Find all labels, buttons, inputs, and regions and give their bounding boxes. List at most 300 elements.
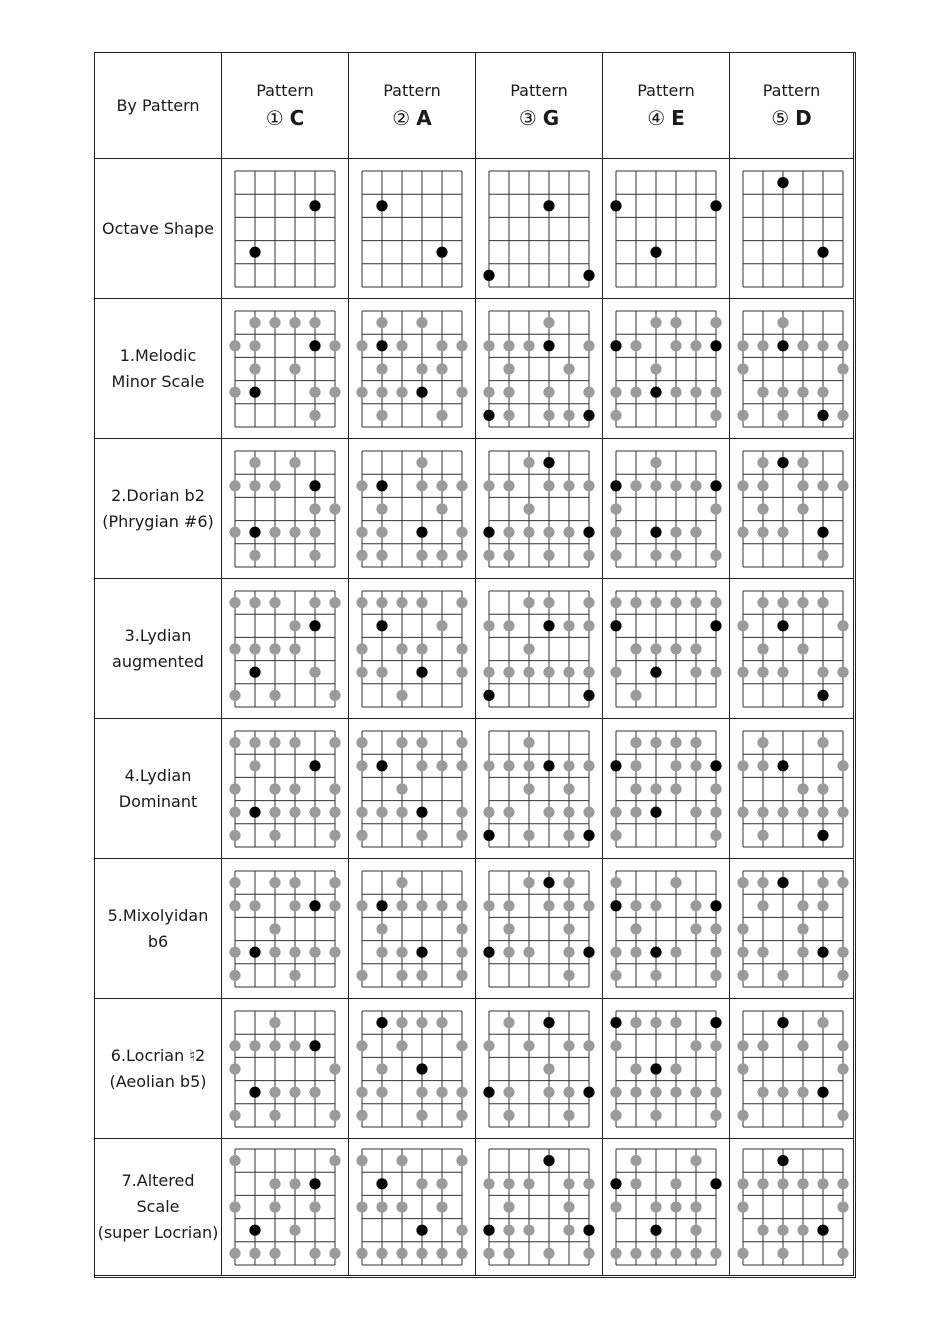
scale-note-dot xyxy=(690,1248,701,1259)
scale-note-dot xyxy=(563,946,574,957)
scale-note-dot xyxy=(269,1086,280,1097)
scale-note-dot xyxy=(289,457,300,468)
scale-note-dot xyxy=(737,877,748,888)
row-label: 3.Lydian augmented xyxy=(112,625,204,671)
diagram-cell xyxy=(476,159,603,299)
scale-note-dot xyxy=(396,900,407,911)
scale-note-dot xyxy=(229,783,240,794)
scale-note-dot xyxy=(797,457,808,468)
diagram-cell xyxy=(730,159,854,299)
scale-note-dot xyxy=(356,1040,367,1051)
scale-note-dot xyxy=(329,503,340,514)
scale-note-dot xyxy=(523,946,534,957)
root-note-dot xyxy=(777,1017,788,1028)
scale-note-dot xyxy=(757,340,768,351)
scale-note-dot xyxy=(356,340,367,351)
scale-note-dot xyxy=(797,1040,808,1051)
scale-note-dot xyxy=(503,1178,514,1189)
scale-note-dot xyxy=(837,666,848,677)
scale-note-dot xyxy=(543,1063,554,1074)
pattern-header-3 xyxy=(476,53,603,159)
scale-note-dot xyxy=(503,1248,514,1259)
scale-note-dot xyxy=(483,480,494,491)
root-note-dot xyxy=(376,200,387,211)
scale-note-dot xyxy=(229,1155,240,1166)
root-note-dot xyxy=(650,946,661,957)
root-note-dot xyxy=(777,177,788,188)
scale-note-dot xyxy=(416,1017,427,1028)
scale-note-dot xyxy=(289,900,300,911)
scale-note-dot xyxy=(356,597,367,608)
fretboard-diagram xyxy=(222,859,348,999)
scale-note-dot xyxy=(269,480,280,491)
scale-note-dot xyxy=(376,503,387,514)
scale-note-dot xyxy=(269,1248,280,1259)
diagram-cell xyxy=(476,999,603,1139)
fretboard-diagram xyxy=(730,999,853,1139)
pattern-key: C xyxy=(289,106,305,131)
scale-note-dot xyxy=(329,1155,340,1166)
pattern-header-2 xyxy=(349,53,476,159)
scale-note-dot xyxy=(456,666,467,677)
root-note-dot xyxy=(249,1225,260,1236)
fretboard-diagram xyxy=(603,719,729,859)
scale-note-dot xyxy=(456,1109,467,1120)
root-note-dot xyxy=(249,526,260,537)
scale-note-dot xyxy=(737,666,748,677)
scale-note-dot xyxy=(737,620,748,631)
scale-note-dot xyxy=(690,737,701,748)
scale-note-dot xyxy=(503,409,514,420)
scale-note-dot xyxy=(837,946,848,957)
scale-note-dot xyxy=(610,877,621,888)
diagram-cell xyxy=(603,999,730,1139)
diagram-cell xyxy=(222,1139,349,1276)
scale-note-dot xyxy=(563,783,574,794)
scale-note-dot xyxy=(543,480,554,491)
scale-note-dot xyxy=(376,386,387,397)
scale-note-dot xyxy=(690,1225,701,1236)
scale-note-dot xyxy=(757,457,768,468)
scale-note-dot xyxy=(690,900,701,911)
corner-header xyxy=(95,53,222,159)
scale-note-dot xyxy=(563,666,574,677)
scale-note-dot xyxy=(777,666,788,677)
scale-note-dot xyxy=(837,1040,848,1051)
pattern-word: Pattern xyxy=(637,80,695,100)
scale-note-dot xyxy=(710,597,721,608)
root-note-dot xyxy=(309,340,320,351)
scale-note-dot xyxy=(583,549,594,560)
scale-note-dot xyxy=(329,783,340,794)
scale-note-dot xyxy=(456,1040,467,1051)
scale-note-dot xyxy=(837,806,848,817)
scale-note-dot xyxy=(610,1040,621,1051)
scale-note-dot xyxy=(710,409,721,420)
scale-note-dot xyxy=(416,1086,427,1097)
scale-note-dot xyxy=(436,549,447,560)
scale-note-dot xyxy=(757,829,768,840)
scale-note-dot xyxy=(817,666,828,677)
scale-note-dot xyxy=(630,689,641,700)
scale-note-dot xyxy=(523,526,534,537)
root-note-dot xyxy=(416,1063,427,1074)
scale-note-dot xyxy=(396,1155,407,1166)
scale-note-dot xyxy=(563,1086,574,1097)
root-note-dot xyxy=(777,340,788,351)
scale-note-dot xyxy=(797,643,808,654)
scale-note-dot xyxy=(650,737,661,748)
scale-note-dot xyxy=(416,760,427,771)
fretboard-diagram xyxy=(730,299,853,439)
scale-note-dot xyxy=(670,386,681,397)
diagram-cell xyxy=(476,299,603,439)
scale-note-dot xyxy=(817,386,828,397)
root-note-dot xyxy=(610,900,621,911)
scale-note-dot xyxy=(630,783,641,794)
scale-note-dot xyxy=(757,1225,768,1236)
scale-note-dot xyxy=(563,1040,574,1051)
root-note-dot xyxy=(249,666,260,677)
scale-note-dot xyxy=(229,597,240,608)
scale-note-dot xyxy=(650,1248,661,1259)
scale-note-dot xyxy=(563,620,574,631)
scale-note-dot xyxy=(523,877,534,888)
scale-note-dot xyxy=(777,409,788,420)
scale-note-dot xyxy=(670,1248,681,1259)
scale-note-dot xyxy=(777,1086,788,1097)
scale-note-dot xyxy=(837,1248,848,1259)
scale-note-dot xyxy=(483,386,494,397)
scale-note-dot xyxy=(737,1178,748,1189)
scale-note-dot xyxy=(543,386,554,397)
scale-note-dot xyxy=(523,1225,534,1236)
scale-note-dot xyxy=(837,877,848,888)
scale-note-dot xyxy=(456,1155,467,1166)
scale-note-dot xyxy=(376,317,387,328)
scale-note-dot xyxy=(309,1201,320,1212)
scale-note-dot xyxy=(797,386,808,397)
scale-note-dot xyxy=(710,1109,721,1120)
scale-note-dot xyxy=(436,363,447,374)
scale-note-dot xyxy=(229,900,240,911)
scale-pattern-table xyxy=(94,52,856,1278)
root-note-dot xyxy=(376,480,387,491)
scale-note-dot xyxy=(563,480,574,491)
fretboard-diagram xyxy=(603,859,729,999)
scale-note-dot xyxy=(650,1086,661,1097)
scale-note-dot xyxy=(229,1201,240,1212)
root-note-dot xyxy=(483,1086,494,1097)
scale-note-dot xyxy=(610,666,621,677)
scale-note-dot xyxy=(817,340,828,351)
scale-note-dot xyxy=(650,1201,661,1212)
scale-note-dot xyxy=(563,1201,574,1212)
scale-note-dot xyxy=(229,526,240,537)
scale-note-dot xyxy=(757,643,768,654)
scale-note-dot xyxy=(797,597,808,608)
scale-note-dot xyxy=(777,806,788,817)
row-label-cell xyxy=(95,859,222,999)
scale-note-dot xyxy=(436,1201,447,1212)
scale-note-dot xyxy=(837,1063,848,1074)
scale-note-dot xyxy=(289,783,300,794)
scale-note-dot xyxy=(456,1086,467,1097)
scale-note-dot xyxy=(289,643,300,654)
scale-note-dot xyxy=(610,1109,621,1120)
scale-note-dot xyxy=(329,900,340,911)
scale-note-dot xyxy=(583,1040,594,1051)
scale-note-dot xyxy=(289,969,300,980)
scale-note-dot xyxy=(376,549,387,560)
scale-note-dot xyxy=(229,689,240,700)
scale-note-dot xyxy=(456,480,467,491)
scale-note-dot xyxy=(630,643,641,654)
scale-note-dot xyxy=(737,1040,748,1051)
scale-note-dot xyxy=(269,806,280,817)
scale-note-dot xyxy=(309,386,320,397)
scale-note-dot xyxy=(456,969,467,980)
scale-note-dot xyxy=(229,877,240,888)
scale-note-dot xyxy=(610,806,621,817)
scale-note-dot xyxy=(436,1248,447,1259)
fretboard-diagram xyxy=(349,439,475,579)
scale-note-dot xyxy=(376,923,387,934)
scale-note-dot xyxy=(229,643,240,654)
diagram-cell xyxy=(222,299,349,439)
root-note-dot xyxy=(436,246,447,257)
scale-note-dot xyxy=(483,666,494,677)
scale-note-dot xyxy=(817,549,828,560)
scale-note-dot xyxy=(376,1086,387,1097)
pattern-number: ① xyxy=(265,106,284,131)
scale-note-dot xyxy=(777,1178,788,1189)
scale-note-dot xyxy=(670,946,681,957)
scale-note-dot xyxy=(249,317,260,328)
scale-note-dot xyxy=(797,783,808,794)
scale-note-dot xyxy=(376,409,387,420)
root-note-dot xyxy=(309,900,320,911)
scale-note-dot xyxy=(483,806,494,817)
scale-note-dot xyxy=(710,1040,721,1051)
root-note-dot xyxy=(710,340,721,351)
root-note-dot xyxy=(650,1063,661,1074)
root-note-dot xyxy=(583,689,594,700)
pattern-header-1 xyxy=(222,53,349,159)
scale-note-dot xyxy=(710,806,721,817)
scale-note-dot xyxy=(523,1040,534,1051)
scale-note-dot xyxy=(563,806,574,817)
scale-note-dot xyxy=(416,457,427,468)
scale-note-dot xyxy=(329,689,340,700)
scale-note-dot xyxy=(757,806,768,817)
scale-note-dot xyxy=(376,1201,387,1212)
scale-note-dot xyxy=(436,340,447,351)
scale-note-dot xyxy=(670,597,681,608)
scale-note-dot xyxy=(523,760,534,771)
scale-note-dot xyxy=(710,969,721,980)
scale-note-dot xyxy=(436,409,447,420)
scale-note-dot xyxy=(650,597,661,608)
diagram-cell xyxy=(349,299,476,439)
fretboard-diagram xyxy=(730,719,853,859)
fretboard-diagram xyxy=(222,999,348,1139)
scale-note-dot xyxy=(543,317,554,328)
scale-note-dot xyxy=(229,1063,240,1074)
root-note-dot xyxy=(376,340,387,351)
root-note-dot xyxy=(610,480,621,491)
scale-note-dot xyxy=(737,363,748,374)
scale-note-dot xyxy=(309,1248,320,1259)
scale-note-dot xyxy=(757,666,768,677)
scale-note-dot xyxy=(630,806,641,817)
scale-note-dot xyxy=(630,946,641,957)
scale-note-dot xyxy=(630,1248,641,1259)
scale-note-dot xyxy=(416,969,427,980)
scale-note-dot xyxy=(396,946,407,957)
scale-note-dot xyxy=(456,597,467,608)
row-label-cell xyxy=(95,579,222,719)
root-note-dot xyxy=(583,946,594,957)
scale-note-dot xyxy=(416,549,427,560)
scale-note-dot xyxy=(690,1086,701,1097)
scale-note-dot xyxy=(650,1109,661,1120)
scale-note-dot xyxy=(610,1201,621,1212)
scale-note-dot xyxy=(583,900,594,911)
scale-note-dot xyxy=(690,923,701,934)
scale-note-dot xyxy=(650,480,661,491)
scale-note-dot xyxy=(289,877,300,888)
fretboard-diagram xyxy=(349,999,475,1139)
scale-note-dot xyxy=(777,386,788,397)
scale-note-dot xyxy=(289,737,300,748)
fretboard-diagram xyxy=(730,159,853,299)
scale-note-dot xyxy=(249,1248,260,1259)
scale-note-dot xyxy=(563,760,574,771)
scale-note-dot xyxy=(329,340,340,351)
scale-note-dot xyxy=(483,1248,494,1259)
root-note-dot xyxy=(777,760,788,771)
scale-note-dot xyxy=(376,666,387,677)
scale-note-dot xyxy=(396,597,407,608)
row-label: 4.Lydian Dominant xyxy=(118,765,198,811)
scale-note-dot xyxy=(416,737,427,748)
scale-note-dot xyxy=(356,1155,367,1166)
scale-note-dot xyxy=(837,363,848,374)
scale-note-dot xyxy=(737,923,748,934)
root-note-dot xyxy=(376,900,387,911)
scale-note-dot xyxy=(503,666,514,677)
scale-note-dot xyxy=(710,829,721,840)
diagram-cell xyxy=(222,579,349,719)
fretboard-diagram xyxy=(476,719,602,859)
scale-note-dot xyxy=(563,1225,574,1236)
root-note-dot xyxy=(817,1225,828,1236)
scale-note-dot xyxy=(737,1063,748,1074)
diagram-cell xyxy=(349,1139,476,1276)
scale-note-dot xyxy=(249,549,260,560)
scale-note-dot xyxy=(563,1178,574,1189)
fretboard-diagram xyxy=(476,579,602,719)
scale-note-dot xyxy=(249,597,260,608)
scale-note-dot xyxy=(456,737,467,748)
scale-note-dot xyxy=(523,503,534,514)
root-note-dot xyxy=(376,620,387,631)
scale-note-dot xyxy=(356,900,367,911)
scale-note-dot xyxy=(583,620,594,631)
scale-note-dot xyxy=(416,597,427,608)
pattern-number: ⑤ xyxy=(771,106,790,131)
diagram-cell xyxy=(730,719,854,859)
scale-note-dot xyxy=(229,969,240,980)
scale-note-dot xyxy=(269,923,280,934)
scale-note-dot xyxy=(650,1017,661,1028)
pattern-key: G xyxy=(542,106,560,131)
scale-note-dot xyxy=(610,409,621,420)
scale-note-dot xyxy=(376,806,387,817)
scale-note-dot xyxy=(329,946,340,957)
scale-note-dot xyxy=(583,386,594,397)
scale-note-dot xyxy=(523,457,534,468)
diagram-cell xyxy=(222,439,349,579)
diagram-cell xyxy=(603,439,730,579)
root-note-dot xyxy=(583,1086,594,1097)
fretboard-diagram xyxy=(349,859,475,999)
scale-note-dot xyxy=(583,666,594,677)
root-note-dot xyxy=(416,1225,427,1236)
scale-note-dot xyxy=(543,597,554,608)
diagram-cell xyxy=(349,859,476,999)
scale-note-dot xyxy=(523,1178,534,1189)
diagram-cell xyxy=(222,159,349,299)
fretboard-diagram xyxy=(730,1137,853,1277)
scale-note-dot xyxy=(630,900,641,911)
scale-note-dot xyxy=(269,1201,280,1212)
root-note-dot xyxy=(309,620,320,631)
scale-note-dot xyxy=(289,1040,300,1051)
scale-note-dot xyxy=(710,783,721,794)
root-note-dot xyxy=(777,1155,788,1166)
scale-note-dot xyxy=(710,503,721,514)
scale-note-dot xyxy=(356,760,367,771)
root-note-dot xyxy=(583,269,594,280)
pattern-word: Pattern xyxy=(383,80,441,100)
root-note-dot xyxy=(650,246,661,257)
scale-note-dot xyxy=(757,597,768,608)
row-label: Octave Shape xyxy=(102,218,214,238)
root-note-dot xyxy=(309,1040,320,1051)
scale-note-dot xyxy=(583,340,594,351)
scale-note-dot xyxy=(269,877,280,888)
scale-note-dot xyxy=(396,1040,407,1051)
scale-note-dot xyxy=(356,526,367,537)
scale-note-dot xyxy=(610,946,621,957)
scale-note-dot xyxy=(269,1109,280,1120)
scale-note-dot xyxy=(416,900,427,911)
scale-note-dot xyxy=(503,1017,514,1028)
root-note-dot xyxy=(376,1178,387,1189)
scale-note-dot xyxy=(777,526,788,537)
scale-note-dot xyxy=(837,1178,848,1189)
row-label-cell xyxy=(95,439,222,579)
scale-note-dot xyxy=(630,1017,641,1028)
diagram-cell xyxy=(603,859,730,999)
row-label: 5.Mixolyidan b6 xyxy=(107,905,209,951)
scale-note-dot xyxy=(309,946,320,957)
fretboard-diagram xyxy=(222,719,348,859)
scale-note-dot xyxy=(650,363,661,374)
scale-note-dot xyxy=(376,1063,387,1074)
